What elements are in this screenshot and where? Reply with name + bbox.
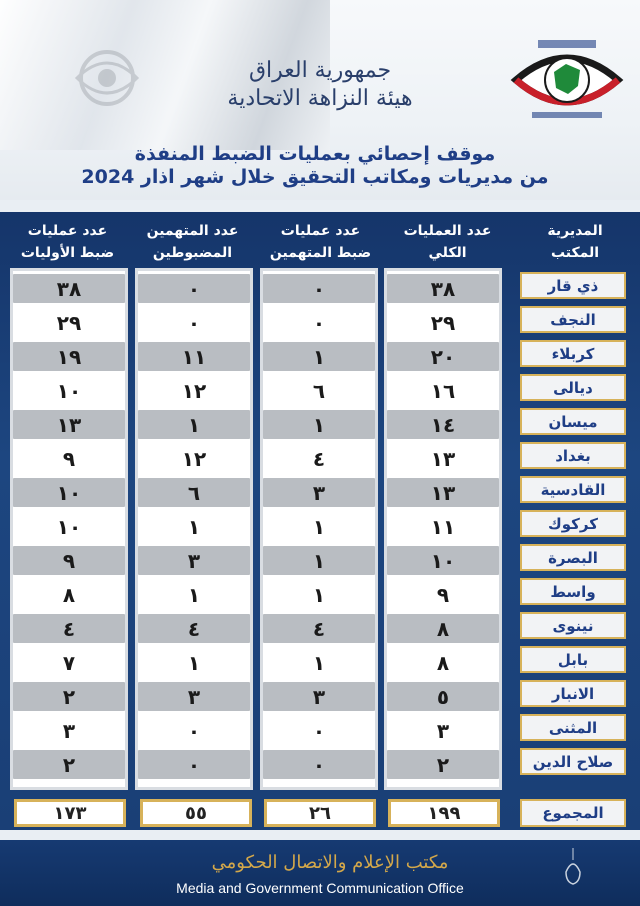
primary-ops-sum: ١٧٣ — [14, 799, 126, 827]
table-cell: ٤ — [263, 614, 375, 643]
column-accused-ops — [260, 268, 378, 790]
table-cell: ٣ — [263, 478, 375, 507]
directorate-label: الانبار — [520, 680, 626, 707]
accused-sum: ٥٥ — [140, 799, 252, 827]
table-cell: ٢٩ — [13, 308, 125, 337]
table-cell: ٠ — [138, 716, 250, 745]
table-cell: ٥ — [387, 682, 499, 711]
table-cell: ١٦ — [387, 376, 499, 405]
table-cell: ٠ — [138, 274, 250, 303]
table-cell: ٠ — [263, 274, 375, 303]
column-primary-ops — [10, 268, 128, 790]
table-cell: ١ — [263, 342, 375, 371]
table-cell: ٢ — [13, 682, 125, 711]
table-cell: ١١ — [387, 512, 499, 541]
table-cell: ٤ — [13, 614, 125, 643]
lamp-icon — [562, 848, 584, 888]
table-cell: ٠ — [138, 750, 250, 779]
directorate-label: كربلاء — [520, 340, 626, 367]
table-cell: ٩ — [13, 546, 125, 575]
column-total-ops — [384, 268, 502, 790]
table-cell: ٠ — [263, 716, 375, 745]
table-cell: ٣ — [138, 546, 250, 575]
table-cell: ٢٠ — [387, 342, 499, 371]
report-title-line1: موقف إحصائي بعمليات الضبط المنفذة — [134, 143, 496, 165]
table-cell: ١٤ — [387, 410, 499, 439]
table-cell: ٣٨ — [13, 274, 125, 303]
header-directorate: المديرية المكتب — [547, 223, 603, 261]
table-cell: ٢ — [387, 750, 499, 779]
directorate-label: واسط — [520, 578, 626, 605]
directorate-label: بابل — [520, 646, 626, 673]
table-cell: ٣ — [138, 682, 250, 711]
table-cell: ١٠ — [13, 478, 125, 507]
directorate-label: بغداد — [520, 442, 626, 469]
table-cell: ٤ — [263, 444, 375, 473]
table-cell: ٦ — [263, 376, 375, 405]
report-title-line2: من مديريات ومكاتب التحقيق خلال شهر اذار 2024 — [81, 166, 549, 188]
table-cell: ١٣ — [13, 410, 125, 439]
table-cell: ١٢ — [138, 444, 250, 473]
table-cell: ٩ — [13, 444, 125, 473]
table-cell: ١٢ — [138, 376, 250, 405]
accused-ops-sum: ٢٦ — [264, 799, 376, 827]
directorate-label: ميسان — [520, 408, 626, 435]
table-cell: ٠ — [263, 308, 375, 337]
page-header — [0, 0, 640, 200]
table-cell: ٨ — [387, 648, 499, 677]
table-cell: ٣ — [13, 716, 125, 745]
table-cell: ٠ — [263, 750, 375, 779]
table-cell: ٣ — [387, 716, 499, 745]
table-cell: ١ — [138, 512, 250, 541]
directorate-label: النجف — [520, 306, 626, 333]
directorate-label: صلاح الدين — [520, 748, 626, 775]
footer-office-arabic: مكتب الإعلام والاتصال الحكومي — [211, 852, 449, 873]
header-total-ops: عدد العمليات الكلي — [403, 223, 492, 261]
table-cell: ٨ — [387, 614, 499, 643]
table-cell: ١٣ — [387, 444, 499, 473]
header-primary-ops: عدد عمليات ضبط الأوليات — [20, 223, 115, 261]
header-accused: عدد المتهمين المضبوطين — [146, 223, 239, 261]
table-cell: ١٠ — [13, 512, 125, 541]
table-cell: ٢٩ — [387, 308, 499, 337]
table-cell: ١٩ — [13, 342, 125, 371]
table-cell: ١ — [263, 580, 375, 609]
table-cell: ٣٨ — [387, 274, 499, 303]
table-cell: ١٠ — [13, 376, 125, 405]
table-cell: ٣ — [263, 682, 375, 711]
directorate-label: البصرة — [520, 544, 626, 571]
total-ops-sum: ١٩٩ — [388, 799, 500, 827]
table-cell: ١٣ — [387, 478, 499, 507]
table-cell: ٤ — [138, 614, 250, 643]
table-cell: ٧ — [13, 648, 125, 677]
table-cell: ١ — [263, 512, 375, 541]
directorate-label: القادسية — [520, 476, 626, 503]
footer-office-english: Media and Government Communication Office — [176, 880, 464, 896]
republic-title: جمهورية العراق — [248, 58, 392, 83]
table-cell: ١ — [263, 648, 375, 677]
table-cell: ٩ — [387, 580, 499, 609]
directorate-label: نينوى — [520, 612, 626, 639]
page-footer — [0, 840, 640, 906]
header-accused-ops: عدد عمليات ضبط المتهمين — [269, 223, 372, 261]
commission-title: هيئة النزاهة الاتحادية — [227, 86, 413, 111]
directorate-label: كركوك — [520, 510, 626, 537]
table-cell: ١٠ — [387, 546, 499, 575]
table-cell: ١١ — [138, 342, 250, 371]
table-cell: ١ — [138, 580, 250, 609]
table-cell: ١ — [263, 410, 375, 439]
table-cell: ٦ — [138, 478, 250, 507]
table-cell: ٠ — [138, 308, 250, 337]
directorate-label: ذي قار — [520, 272, 626, 299]
table-cell: ١ — [263, 546, 375, 575]
directorate-label: المثنى — [520, 714, 626, 741]
directorate-label: ديالى — [520, 374, 626, 401]
table-cell: ١ — [138, 648, 250, 677]
column-accused — [135, 268, 253, 790]
table-cell: ٨ — [13, 580, 125, 609]
totals-label: المجموع — [520, 799, 626, 827]
table-cell: ١ — [138, 410, 250, 439]
table-cell: ٢ — [13, 750, 125, 779]
